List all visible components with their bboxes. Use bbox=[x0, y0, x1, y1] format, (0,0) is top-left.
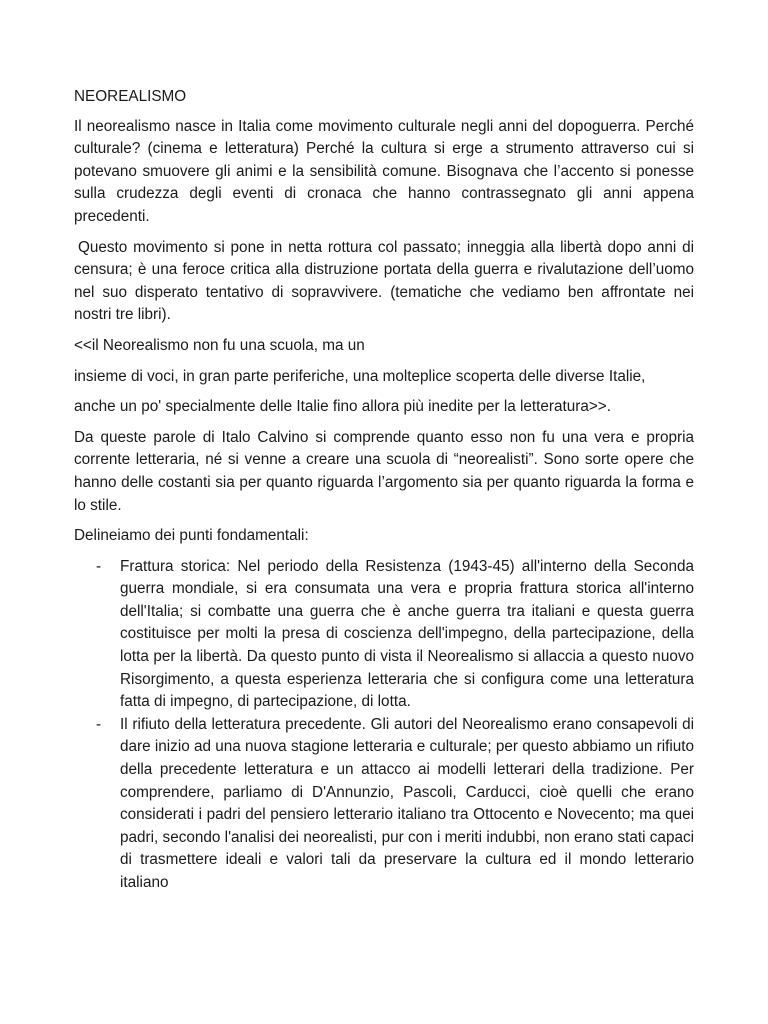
paragraph-calvino: Da queste parole di Italo Calvino si comprende quanto esso non fu una vera e propria corrente letteraria, né si venne a creare una scuola di “neorealisti”. Sono sorte opere che hanno delle costanti sia per quanto riguarda l’argomento sia per quanto riguarda la forma e lo stile. bbox=[74, 428, 694, 514]
document-page bbox=[74, 86, 694, 895]
list-item-text: Frattura storica: Nel periodo della Resistenza (1943-45) all'interno della Seconda guerra mondiale, si era consumata una vera e propria frattura storica all'interno dell'Italia; si combatte una guerra che è anche guerra tra italiani e questa guerra costituisce per molti la presa di coscienza dell'impegno, della partecipazione, della lotta per la libertà. Da questo punto di vista il Neorealismo si allaccia a questo nuovo Risorgimento, a questa esperienza letteraria che si configura come una letteratura fatta di impegno, di partecipazione, di lotta. bbox=[120, 557, 694, 711]
paragraph-intro: Il neorealismo nasce in Italia come movimento culturale negli anni del dopoguerra. Perché culturale? (cinema e letteratura) Perché la cultura si erge a strumento attraverso cui si potevano smuovere gli animi e la sensibilità comune. Bisognava che l’accento si ponesse sulla crudezza degli eventi di cronaca che hanno contrassegnato gli anni appena precedenti. bbox=[74, 117, 694, 225]
key-points-list bbox=[74, 556, 694, 895]
paragraph-points-intro: Delineiamo dei punti fondamentali: bbox=[74, 527, 309, 545]
paragraph-rupture: Questo movimento si pone in netta rottura col passato; inneggia alla libertà dopo anni di censura; è una feroce critica alla distruzione portata della guerra e rivalutazione dell’uomo nel suo disperato tentativo di sopravvivere. (tematiche che vediamo ben affrontate nei nostri tre libri). bbox=[74, 238, 694, 324]
list-item-text: Il rifiuto della letteratura precedente. Gli autori del Neorealismo erano consapevoli di dare inizio ad una nuova stagione letteraria e culturale; per questo abbiamo un rifiuto della precedente letteratura e un attacco ai modelli letterari della tradizione. Per comprendere, parliamo di D'Annunzio, Pascoli, Carducci, cioè quelli che erano considerati i padri del pensiero letterario italiano tra Ottocento e Novecento; ma quei padri, secondo l'analisi dei neorealisti, pur con i meriti indubbi, non erano stati capaci di trasmettere ideali e valori tali da preservare la cultura ed il mondo letterario italiano bbox=[120, 715, 694, 891]
list-item bbox=[74, 714, 694, 895]
document-title: NEOREALISMO bbox=[74, 88, 187, 105]
quote-line-2: insieme di voci, in gran parte periferiche, una molteplice scoperta delle diverse Italie, bbox=[74, 367, 646, 385]
quote-line-1: <<il Neorealismo non fu una scuola, ma un bbox=[74, 336, 365, 354]
quote-line-3: anche un po' specialmente delle Italie fino allora più inedite per la letteratura>>. bbox=[74, 398, 611, 416]
list-dash-marker: - bbox=[96, 715, 102, 733]
list-dash-marker: - bbox=[96, 557, 102, 575]
list-item bbox=[74, 556, 694, 714]
